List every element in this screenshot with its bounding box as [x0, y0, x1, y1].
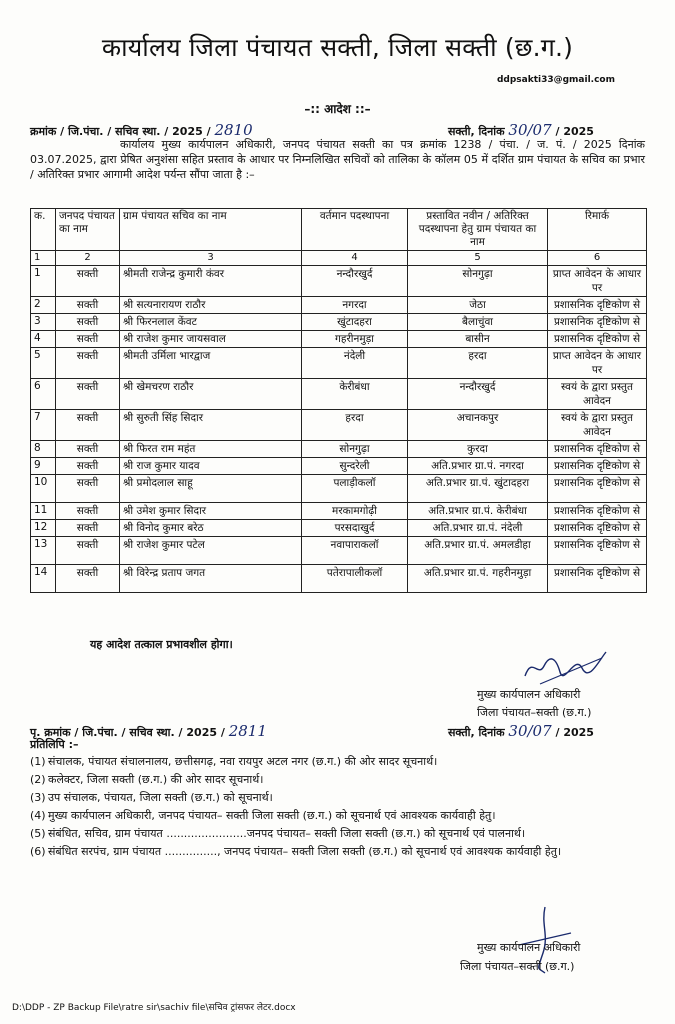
cell-remark: प्रशासनिक दृष्टिकोण से — [548, 537, 647, 565]
cell-current-posting: नवापाराकलॉ — [302, 537, 408, 565]
cell-current-posting: केरीबंधा — [302, 379, 408, 410]
column-number: 6 — [548, 251, 647, 266]
effective-note: यह आदेश तत्काल प्रभावशील होगा। — [90, 638, 233, 651]
cell-proposed-posting: अति.प्रभार ग्रा.पं. अमलडीहा — [408, 537, 548, 565]
copy-to-item — [30, 790, 645, 805]
cell-secretary: श्री सत्यनारायण राठौर — [120, 297, 302, 314]
cell-remark: प्रशासनिक दृष्टिकोण से — [548, 441, 647, 458]
order-ref-label: क्रमांक / जि.पंचा. / सचिव स्था. / 2025 / — [30, 125, 211, 138]
signatory-1-office: जिला पंचायत–सक्ती (छ.ग.) — [477, 706, 592, 719]
copy-to-text: मुख्य कार्यपालन अधिकारी, जनपद पंचायत– सक्ती जिला सक्ती (छ.ग.) को सूचनार्थ एवं आवश्यक कार्यवाही हेतु। — [48, 809, 496, 822]
cell-serial: 6 — [31, 379, 56, 410]
cell-current-posting: पतेरापालीकलॉ — [302, 565, 408, 593]
cell-proposed-posting: अचानकपुर — [408, 410, 548, 441]
cell-remark: प्रशासनिक दृष्टिकोण से — [548, 503, 647, 520]
table-row — [31, 520, 647, 537]
table-row — [31, 503, 647, 520]
column-number-row — [31, 251, 647, 266]
cell-remark: प्राप्त आवेदन के आधार पर — [548, 266, 647, 297]
cell-serial: 9 — [31, 458, 56, 475]
copy-to-text: कलेक्टर, जिला सक्ती (छ.ग.) की ओर सादर सूचनार्थ। — [48, 773, 264, 786]
cell-remark: प्रशासनिक दृष्टिकोण से — [548, 331, 647, 348]
cell-current-posting: सोनगुढ़ा — [302, 441, 408, 458]
cell-remark: स्वयं के द्वारा प्रस्तुत आवेदन — [548, 410, 647, 441]
copy-to-item — [30, 772, 645, 787]
cell-proposed-posting: अति.प्रभार ग्रा.पं. नगरदा — [408, 458, 548, 475]
copy-to-number: (1) — [30, 755, 46, 768]
office-email: ddpsakti33@gmail.com — [496, 75, 615, 85]
table-row — [31, 379, 647, 410]
table-row — [31, 441, 647, 458]
cell-proposed-posting: कुरदा — [408, 441, 548, 458]
cell-serial: 1 — [31, 266, 56, 297]
cell-proposed-posting: अति.प्रभार ग्रा.पं. गहरीनमुड़ा — [408, 565, 548, 593]
cell-serial: 10 — [31, 475, 56, 503]
cell-remark: प्राप्त आवेदन के आधार पर — [548, 348, 647, 379]
cell-serial: 8 — [31, 441, 56, 458]
copy-to-number: (4) — [30, 809, 46, 822]
cell-janpad: सक्ती — [56, 297, 120, 314]
cell-serial: 7 — [31, 410, 56, 441]
table-header-row — [31, 209, 647, 251]
cell-current-posting: गहरीनमुड़ा — [302, 331, 408, 348]
order-heading: –:: आदेश ::– — [304, 102, 371, 116]
column-number: 2 — [56, 251, 120, 266]
cell-current-posting: मरकामगोढ़ी — [302, 503, 408, 520]
signatory-1-title: मुख्य कार्यपालन अधिकारी — [477, 688, 581, 701]
cell-secretary: श्री उमेश कुमार सिदार — [120, 503, 302, 520]
cell-current-posting: नंदेली — [302, 348, 408, 379]
cell-proposed-posting: नन्दौरखुर्द — [408, 379, 548, 410]
cell-proposed-posting: बैलाचुंवा — [408, 314, 548, 331]
copy-to-number: (6) — [30, 845, 46, 858]
endorsement-date-value: 30/07 — [508, 722, 552, 740]
cell-janpad: सक्ती — [56, 537, 120, 565]
cell-secretary: श्री विनोद कुमार बरेठ — [120, 520, 302, 537]
cell-serial: 12 — [31, 520, 56, 537]
header-serial: क. — [31, 209, 56, 251]
order-date-label: सक्ती, दिनांक — [448, 125, 505, 138]
order-ref-number: 2810 — [214, 121, 253, 139]
copy-to-number: (3) — [30, 791, 46, 804]
cell-serial: 5 — [31, 348, 56, 379]
cell-janpad: सक्ती — [56, 503, 120, 520]
cell-secretary: श्री प्रमोदलाल साहू — [120, 475, 302, 503]
cell-current-posting: नन्दौरखुर्द — [302, 266, 408, 297]
cell-secretary: श्रीमती उर्मिला भारद्वाज — [120, 348, 302, 379]
order-date-value: 30/07 — [508, 121, 552, 139]
cell-janpad: सक्ती — [56, 379, 120, 410]
table-row — [31, 348, 647, 379]
cell-current-posting: सुन्दरेली — [302, 458, 408, 475]
cell-proposed-posting: सोनगुढ़ा — [408, 266, 548, 297]
cell-proposed-posting: अति.प्रभार ग्रा.पं. नंदेली — [408, 520, 548, 537]
cell-remark: प्रशासनिक दृष्टिकोण से — [548, 297, 647, 314]
header-remark: रिमार्क — [548, 209, 647, 251]
table-row — [31, 458, 647, 475]
order-paragraph: कार्यालय मुख्य कार्यपालन अधिकारी, जनपद पंचायत सक्ती का पत्र क्रमांक 1238 / पंचा. / ज. पं. / 2025 दिनांक 03.07.2025, द्वारा प्रेषित अनुशंसा सहित प्रस्ताव के आधार पर निम्नलिखित सचिवों को तालिका के कॉलम 05 में दर्शित ग्राम पंचायत के सचिव का प्रभार / अतिरिक्त प्रभार आगामी आदेश पर्यन्त सौंपा जाता है :– — [30, 138, 645, 181]
table-row — [31, 475, 647, 503]
copy-to-number: (5) — [30, 827, 46, 840]
cell-serial: 2 — [31, 297, 56, 314]
endorsement-date-label: सक्ती, दिनांक — [448, 726, 505, 739]
header-proposed-posting: प्रस्तावित नवीन / अतिरिक्त पदस्थापना हेतु ग्राम पंचायत का नाम — [408, 209, 548, 251]
cell-remark: प्रशासनिक दृष्टिकोण से — [548, 475, 647, 503]
cell-current-posting: हरदा — [302, 410, 408, 441]
signatory-2-office: जिला पंचायत–सक्ती (छ.ग.) — [460, 960, 575, 973]
cell-proposed-posting: बासीन — [408, 331, 548, 348]
cell-janpad: सक्ती — [56, 348, 120, 379]
cell-remark: प्रशासनिक दृष्टिकोण से — [548, 458, 647, 475]
cell-secretary: श्री विरेन्द्र प्रताप जगत — [120, 565, 302, 593]
copy-to-item — [30, 826, 645, 841]
copy-to-text: संबंधित सरपंच, ग्राम पंचायत ..............., जनपद पंचायत– सक्ती जिला सक्ती (छ.ग.) को सूचनार्थ एवं आवश्यक कार्यवाही हेतु। — [48, 845, 562, 858]
signatory-2-title: मुख्य कार्यपालन अधिकारी — [477, 941, 581, 954]
header-secretary: ग्राम पंचायत सचिव का नाम — [120, 209, 302, 251]
cell-proposed-posting: अति.प्रभार ग्रा.पं. केरीबंधा — [408, 503, 548, 520]
header-current-posting: वर्तमान पदस्थापना — [302, 209, 408, 251]
copy-to-item — [30, 754, 645, 769]
cell-janpad: सक्ती — [56, 475, 120, 503]
copy-to-list — [30, 754, 645, 862]
cell-secretary: श्री सुरुती सिंह सिदार — [120, 410, 302, 441]
cell-janpad: सक्ती — [56, 331, 120, 348]
order-date-year: / 2025 — [555, 125, 594, 138]
cell-serial: 4 — [31, 331, 56, 348]
cell-janpad: सक्ती — [56, 458, 120, 475]
signature-1 — [520, 648, 610, 688]
copy-to-text: संचालक, पंचायत संचालनालय, छत्तीसगढ़, नवा रायपुर अटल नगर (छ.ग.) की ओर सादर सूचनार्थ। — [48, 755, 438, 768]
copy-to-text: उप संचालक, पंचायत, जिला सक्ती (छ.ग.) को सूचनार्थ। — [48, 791, 273, 804]
cell-remark: स्वयं के द्वारा प्रस्तुत आवेदन — [548, 379, 647, 410]
copy-to-number: (2) — [30, 773, 46, 786]
cell-serial: 14 — [31, 565, 56, 593]
cell-remark: प्रशासनिक दृष्टिकोण से — [548, 565, 647, 593]
column-number: 3 — [120, 251, 302, 266]
cell-janpad: सक्ती — [56, 314, 120, 331]
cell-proposed-posting: अति.प्रभार ग्रा.पं. खुंटादहरा — [408, 475, 548, 503]
transfer-table — [30, 208, 647, 593]
cell-serial: 3 — [31, 314, 56, 331]
cell-serial: 11 — [31, 503, 56, 520]
cell-janpad: सक्ती — [56, 410, 120, 441]
cell-janpad: सक्ती — [56, 520, 120, 537]
endorsement-ref-number: 2811 — [228, 722, 267, 740]
copy-to-heading: प्रतिलिपि :– — [30, 738, 79, 751]
cell-secretary: श्री राजेश कुमार पटेल — [120, 537, 302, 565]
office-title: कार्यालय जिला पंचायत सक्ती, जिला सक्ती (छ.ग.) — [101, 33, 574, 62]
endorsement-date — [448, 722, 594, 740]
cell-janpad: सक्ती — [56, 565, 120, 593]
cell-secretary: श्री फिरनलाल केंवट — [120, 314, 302, 331]
cell-secretary: श्रीमती राजेन्द्र कुमारी कंवर — [120, 266, 302, 297]
cell-secretary: श्री राज कुमार यादव — [120, 458, 302, 475]
table-row — [31, 297, 647, 314]
cell-remark: प्रशासनिक दृष्टिकोण से — [548, 520, 647, 537]
cell-secretary: श्री फिरत राम महंत — [120, 441, 302, 458]
table-row — [31, 331, 647, 348]
cell-proposed-posting: जेठा — [408, 297, 548, 314]
copy-to-item — [30, 808, 645, 823]
table-row — [31, 314, 647, 331]
column-number: 4 — [302, 251, 408, 266]
table-row — [31, 410, 647, 441]
file-path: D:\DDP - ZP Backup File\ratre sir\sachiv file\सचिव ट्रांसफर लेटर.docx — [12, 1003, 296, 1013]
header-janpad: जनपद पंचायत का नाम — [56, 209, 120, 251]
cell-janpad: सक्ती — [56, 266, 120, 297]
cell-current-posting: पलाड़ीकलॉ — [302, 475, 408, 503]
column-number: 1 — [31, 251, 56, 266]
cell-current-posting: नगरदा — [302, 297, 408, 314]
cell-remark: प्रशासनिक दृष्टिकोण से — [548, 314, 647, 331]
table-row — [31, 266, 647, 297]
cell-secretary: श्री राजेश कुमार जायसवाल — [120, 331, 302, 348]
table-row — [31, 537, 647, 565]
endorsement-ref-label: पृ. क्रमांक / जि.पंचा. / सचिव स्था. / 2025 / — [30, 726, 225, 739]
copy-to-text: संबंधित, सचिव, ग्राम पंचायत .......................जनपद पंचायत– सक्ती जिला सक्ती (छ.ग.) को सूचनार्थ एवं पालनार्थ। — [48, 827, 526, 840]
copy-to-item — [30, 844, 645, 859]
endorsement-date-year: / 2025 — [555, 726, 594, 739]
column-number: 5 — [408, 251, 548, 266]
table-row — [31, 565, 647, 593]
cell-secretary: श्री खेमचरण राठौर — [120, 379, 302, 410]
cell-serial: 13 — [31, 537, 56, 565]
cell-current-posting: खुंटादहरा — [302, 314, 408, 331]
cell-current-posting: परसदाखुर्द — [302, 520, 408, 537]
cell-proposed-posting: हरदा — [408, 348, 548, 379]
cell-janpad: सक्ती — [56, 441, 120, 458]
